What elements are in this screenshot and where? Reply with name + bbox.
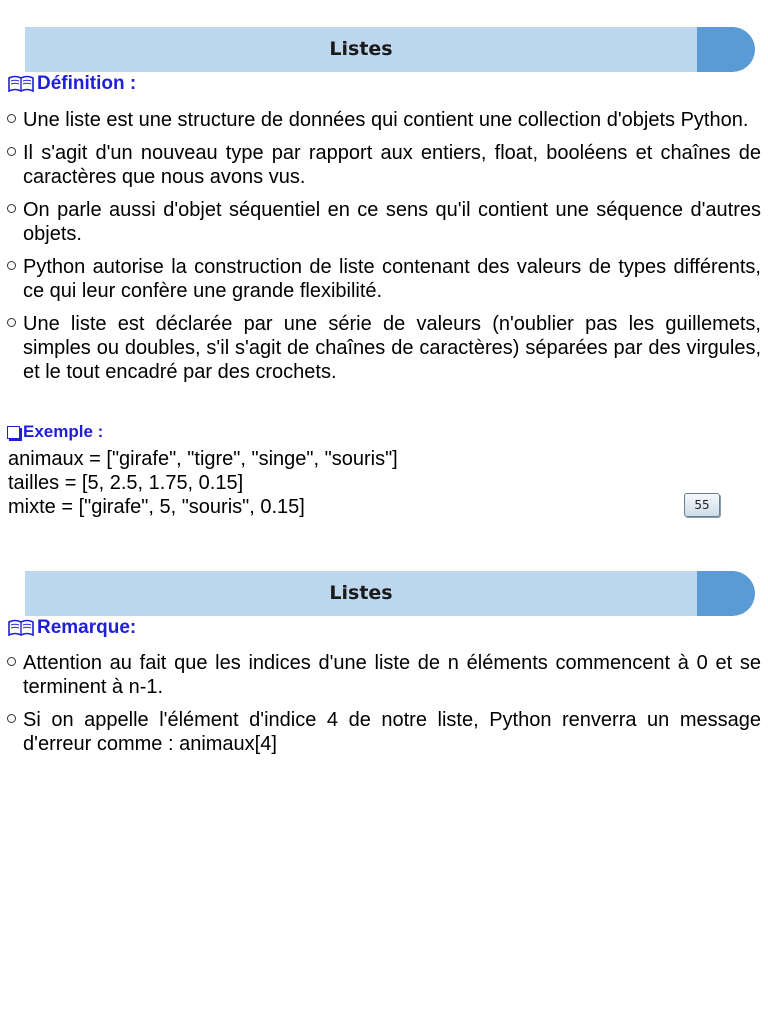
remark-heading bbox=[7, 617, 136, 639]
slide-title: Listes bbox=[329, 582, 393, 604]
bullet-text: Il s'agit d'un nouveau type par rapport aux entiers, float, booléens et chaînes de caractères que nous avons vus. bbox=[23, 142, 761, 188]
slide-title: Listes bbox=[329, 38, 393, 60]
list-item bbox=[7, 141, 761, 189]
list-item bbox=[7, 198, 761, 246]
slide-title-bar bbox=[25, 571, 755, 616]
slide-title-bar bbox=[25, 27, 755, 72]
code-example bbox=[8, 447, 398, 519]
definition-heading bbox=[7, 73, 136, 95]
checkbox-icon bbox=[7, 426, 20, 439]
bullet-icon bbox=[7, 714, 16, 723]
bullet-icon bbox=[7, 147, 16, 156]
title-bar-accent bbox=[697, 571, 755, 616]
bullet-text: Attention au fait que les indices d'une liste de n éléments commencent à 0 et se terminent à n-1. bbox=[23, 652, 761, 698]
code-line: mixte = ["girafe", 5, "souris", 0.15] bbox=[8, 496, 305, 518]
remark-heading-label: Remarque: bbox=[37, 617, 137, 638]
open-book-icon bbox=[7, 618, 35, 638]
list-item bbox=[7, 708, 761, 756]
bullet-icon bbox=[7, 657, 16, 666]
list-item bbox=[7, 312, 761, 384]
bullet-icon bbox=[7, 261, 16, 270]
bullet-icon bbox=[7, 114, 16, 123]
list-item bbox=[7, 651, 761, 699]
definition-heading-label: Définition : bbox=[37, 73, 137, 94]
bullet-text: Une liste est une structure de données qui contient une collection d'objets Python. bbox=[23, 109, 749, 131]
code-line: animaux = ["girafe", "tigre", "singe", "souris"] bbox=[8, 448, 398, 470]
list-item bbox=[7, 255, 761, 303]
definition-bullet-list bbox=[7, 108, 761, 393]
title-bar-accent bbox=[697, 27, 755, 72]
bullet-icon bbox=[7, 318, 16, 327]
bullet-text: Si on appelle l'élément d'indice 4 de notre liste, Python renverra un message d'erreur comme : animaux[4] bbox=[23, 709, 761, 755]
example-heading-label: Exemple : bbox=[23, 422, 104, 441]
code-line: tailles = [5, 2.5, 1.75, 0.15] bbox=[8, 472, 244, 494]
example-heading bbox=[7, 422, 103, 442]
bullet-text: On parle aussi d'objet séquentiel en ce sens qu'il contient une séquence d'autres objets. bbox=[23, 199, 761, 245]
list-item bbox=[7, 108, 761, 132]
bullet-text: Python autorise la construction de liste contenant des valeurs de types différents, ce qui leur confère une grande flexibilité. bbox=[23, 256, 761, 302]
bullet-text: Une liste est déclarée par une série de valeurs (n'oublier pas les guillemets, simples ou doubles, s'il s'agit de chaînes de caractères) séparées par des virgules, et le tout encadré par des crochets. bbox=[23, 313, 761, 383]
bullet-icon bbox=[7, 204, 16, 213]
remark-bullet-list bbox=[7, 651, 761, 765]
open-book-icon bbox=[7, 74, 35, 94]
page-number-badge: 55 bbox=[684, 493, 720, 517]
